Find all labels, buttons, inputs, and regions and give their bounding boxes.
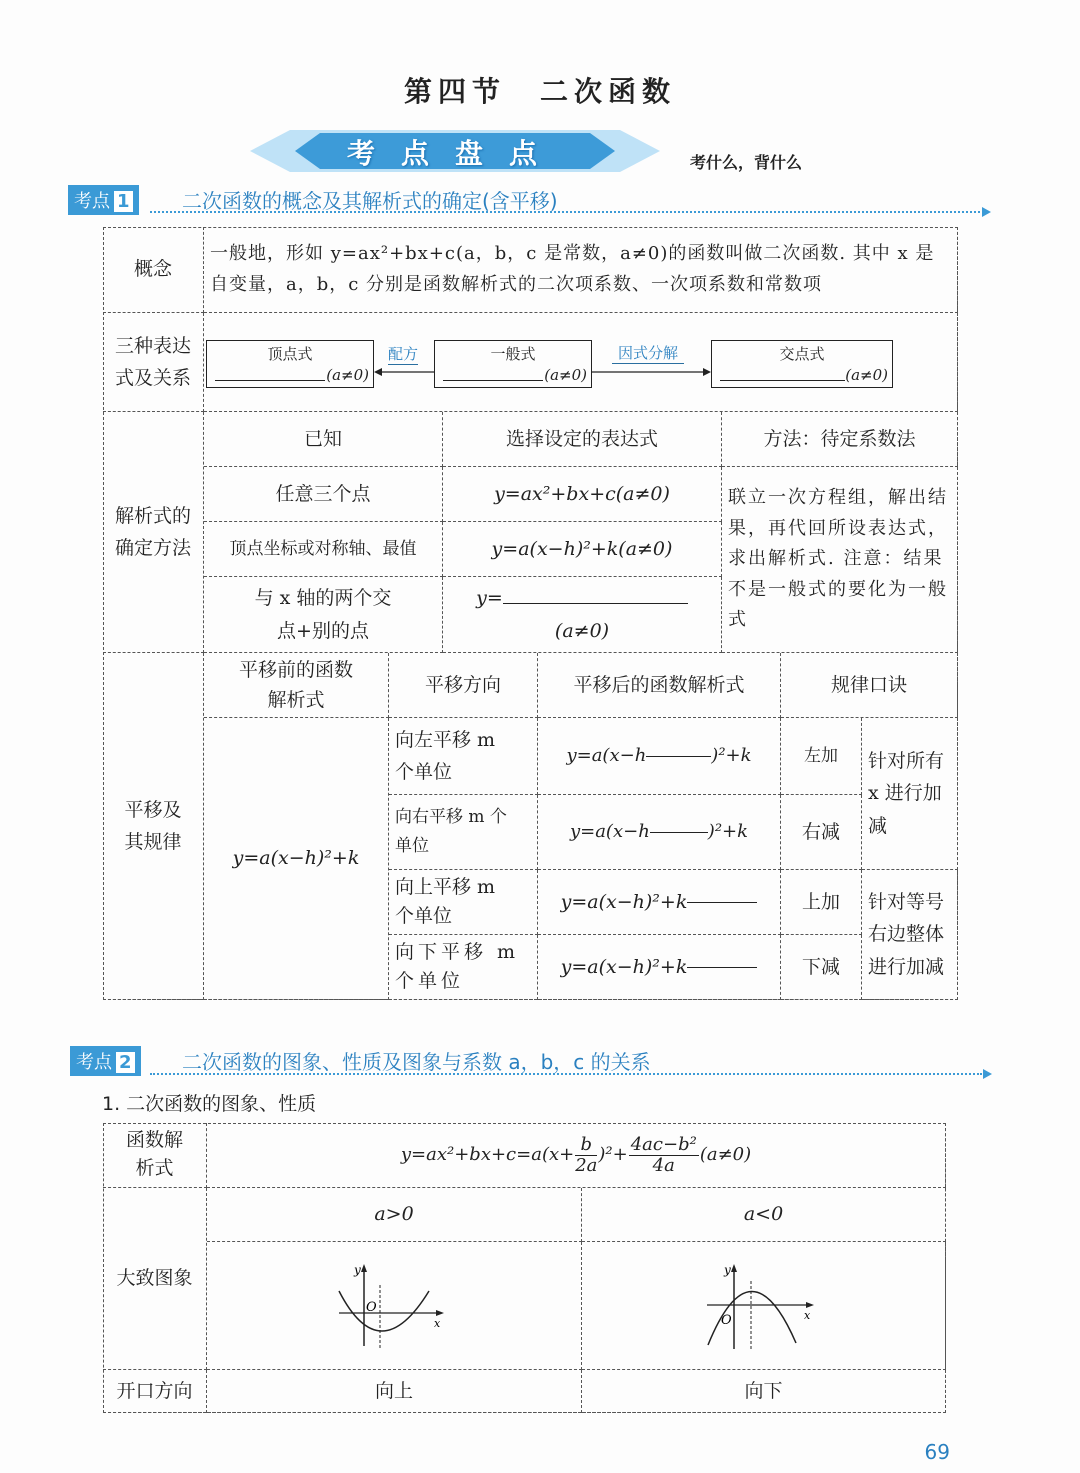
general-form-box (434, 340, 592, 388)
divider (150, 211, 980, 213)
expr-pre: y=a(x−h (569, 820, 650, 842)
graph-up (207, 1242, 582, 1370)
header-expression: 选择设定的表达式 (443, 412, 722, 467)
concept-text: 一般地，形如 y=ax²+bx+c(a，b，c 是常数，a≠0)的函数叫做二次函数. 其中 x 是自变量，a，b，c 分别是函数解析式的二次项系数、一次项系数和常数项 (204, 227, 958, 313)
denominator: 4a (652, 1154, 675, 1176)
general-label: 一般式 (490, 345, 536, 363)
formula-part: )²+ (598, 1143, 628, 1165)
tag-label: 考点 (76, 1052, 112, 1073)
direction-down: 向下平移 m 个单位 (389, 935, 538, 1000)
determine-label: 解析式的确定方法 (103, 412, 204, 653)
banner-title: 考点盘点 (346, 137, 563, 170)
axis-x-label: x (434, 1316, 441, 1330)
after-up (538, 870, 781, 935)
cond: (a≠0) (544, 366, 587, 384)
axis-y-label: y (723, 1262, 731, 1277)
rule-up: 上加 (781, 870, 862, 935)
right-arrow-icon (592, 366, 711, 378)
blank (646, 756, 711, 757)
expr-intercept (443, 577, 722, 653)
rule-left: 左加 (781, 718, 862, 795)
intercept-form-box (711, 340, 893, 388)
blank (687, 967, 757, 968)
formula-part: (a≠0) (699, 1143, 752, 1165)
graph-label: 大致图象 (103, 1188, 207, 1370)
original-function: y=a(x−h)²+k (204, 718, 389, 1000)
direction-up: 向上平移 m 个单位 (389, 870, 538, 935)
arrow-icon (983, 1069, 992, 1079)
subsection-title: 1. 二次函数的图象、性质 (102, 1093, 317, 1115)
shift-label: 平移及其规律 (103, 653, 204, 1000)
blank (215, 380, 325, 381)
blank (443, 380, 543, 381)
expr-cond: (a≠0) (554, 619, 610, 642)
expr-post: )²+k (711, 744, 752, 766)
origin-label: O (366, 1299, 377, 1315)
formula-part: y=ax²+bx+c=a(x+ (400, 1143, 575, 1165)
section-tag (70, 1046, 141, 1076)
opening-up: 向上 (207, 1370, 582, 1413)
arrow-label-complete-square: 配方 (388, 345, 419, 363)
numerator: 4ac−b² (630, 1133, 697, 1155)
blank (503, 603, 688, 604)
opening-label: 开口方向 (103, 1370, 207, 1413)
blank (650, 832, 708, 833)
arrow-label-factorize: 因式分解 (612, 342, 684, 364)
function-label: 函数解析式 (103, 1123, 207, 1188)
vertex-form-formula (207, 1123, 946, 1188)
axis-y-label: y (354, 1262, 361, 1277)
left-arrow-icon (374, 366, 434, 378)
header-method: 方法：待定系数法 (722, 412, 958, 467)
fraction (629, 1135, 699, 1176)
section1-title: 二次函数的概念及其解析式的确定(含平移) (182, 189, 558, 213)
note-x: 针对所有 x 进行加减 (862, 718, 958, 870)
vertex-form-box (206, 340, 374, 388)
tag-label: 考点 (74, 191, 110, 212)
known-vertex: 顶点坐标或对称轴、最值 (204, 522, 443, 577)
after-down (538, 935, 781, 1000)
tag-number: 1 (114, 191, 133, 212)
opening-down: 向下 (582, 1370, 946, 1413)
rule-down: 下减 (781, 935, 862, 1000)
vertex-label: 顶点式 (267, 345, 313, 363)
case-positive: a>0 (207, 1188, 582, 1242)
blank (687, 902, 757, 903)
header-rule: 规律口诀 (781, 653, 958, 718)
header-after: 平移后的函数解析式 (538, 653, 781, 718)
direction-left: 向左平移 m 个单位 (389, 718, 538, 795)
known-three-points: 任意三个点 (204, 467, 443, 522)
divider (150, 1073, 982, 1075)
after-left (538, 718, 781, 795)
direction-right: 向右平移 m 个单位 (389, 795, 538, 870)
fraction (575, 1135, 597, 1176)
blank (720, 380, 845, 381)
rule-right: 右减 (781, 795, 862, 870)
origin-label: O (720, 1312, 732, 1328)
graph-down (582, 1242, 946, 1370)
forms-label: 三种表达式及关系 (103, 313, 204, 412)
expr-general: y=ax²+bx+c(a≠0) (443, 467, 722, 522)
intercept-label: 交点式 (779, 345, 825, 363)
expr-prefix: y= (476, 587, 503, 610)
expr-pre: y=a(x−h (566, 744, 647, 766)
section-title: 第四节 二次函数 (403, 75, 676, 108)
expr-pre: y=a(x−h)²+k (560, 890, 688, 913)
note-whole: 针对等号右边整体进行加减 (862, 870, 958, 1000)
case-negative: a<0 (582, 1188, 946, 1242)
arrow-icon (982, 207, 991, 217)
section-tag (68, 185, 139, 215)
banner-subtitle: 考什么，背什么 (690, 153, 803, 172)
numerator: b (575, 1135, 597, 1156)
after-right (538, 795, 781, 870)
axis-x-label: x (803, 1308, 810, 1322)
page-number: 69 (924, 1440, 950, 1464)
method-text: 联立一次方程组，解出结果，再代回所设表达式，求出解析式. 注意：结果不是一般式的要化为一般式 (722, 467, 958, 653)
concept-label: 概念 (103, 227, 204, 313)
cond: (a≠0) (845, 366, 888, 384)
section2-title: 二次函数的图象、性质及图象与系数 a，b，c 的关系 (182, 1050, 651, 1074)
parabola-down-graph (704, 1261, 824, 1351)
parabola-up-graph (334, 1261, 454, 1351)
known-intercepts: 与 x 轴的两个交点+别的点 (204, 577, 443, 653)
header-known: 已知 (204, 412, 443, 467)
header-original: 平移前的函数解析式 (204, 653, 389, 718)
cond: (a≠0) (326, 366, 369, 384)
header-direction: 平移方向 (389, 653, 538, 718)
expr-pre: y=a(x−h)²+k (560, 955, 688, 978)
denominator: 2a (575, 1154, 598, 1176)
expr-post: )²+k (707, 820, 749, 842)
tag-number: 2 (116, 1052, 135, 1073)
expr-vertex: y=a(x−h)²+k(a≠0) (443, 522, 722, 577)
